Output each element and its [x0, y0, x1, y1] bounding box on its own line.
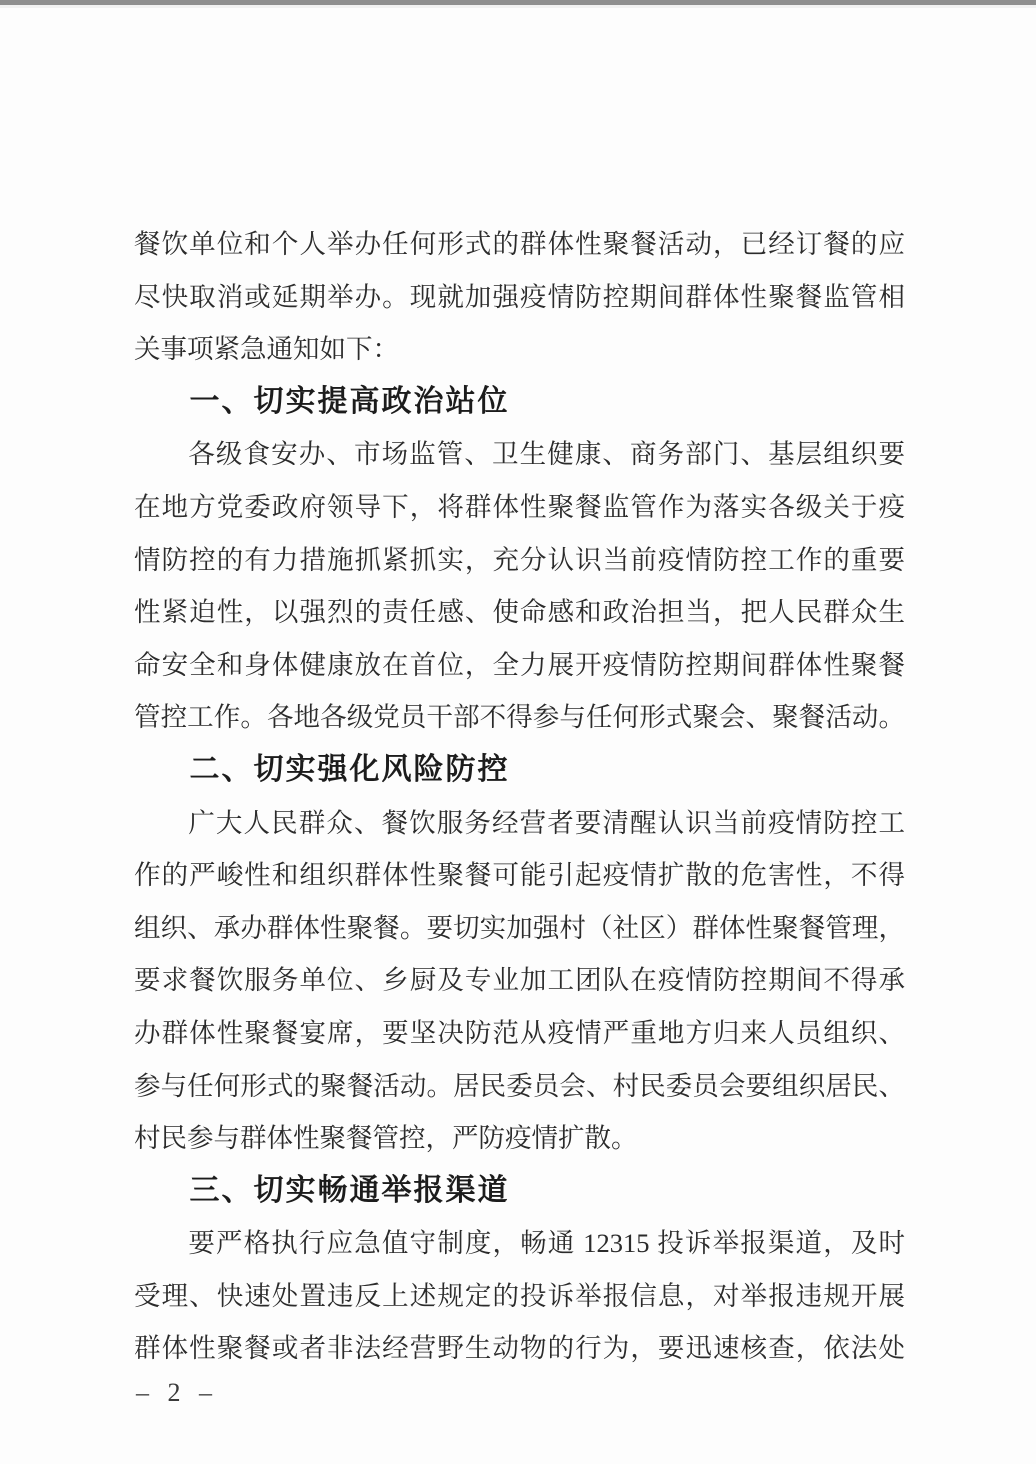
document-text-block [134, 218, 905, 1375]
body-line: 在地方党委政府领导下，将群体性聚餐监管作为落实各级关于疫 [134, 491, 905, 522]
body-line: 命安全和身体健康放在首位，全力展开疫情防控期间群体性聚餐 [134, 649, 905, 680]
section-heading-3: 三、切实畅通举报渠道 [189, 1173, 510, 1207]
body-line: 餐饮单位和个人举办任何形式的群体性聚餐活动，已经订餐的应 [134, 229, 905, 259]
body-line: 广大人民群众、餐饮服务经营者要清醒认识当前疫情防控工 [188, 807, 905, 838]
body-line: 情防控的有力措施抓紧抓实，充分认识当前疫情防控工作的重要 [134, 544, 905, 575]
body-line: 性紧迫性，以强烈的责任感、使命感和政治担当，把人民群众生 [134, 597, 905, 628]
body-line: 组织、承办群体性聚餐。要切实加强村（社区）群体性聚餐管理， [134, 912, 905, 943]
body-line: 群体性聚餐或者非法经营野生动物的行为，要迅速核查，依法处 [134, 1333, 905, 1364]
body-line: 受理、快速处置违反上述规定的投诉举报信息，对举报违规开展 [134, 1280, 905, 1311]
page-number: – 2 – [136, 1378, 218, 1407]
section-heading-1: 一、切实提高政治站位 [189, 384, 510, 418]
body-line: 尽快取消或延期举办。现就加强疫情防控期间群体性聚餐监管相 [134, 281, 905, 312]
scan-edge-top-shadow [0, 5, 1036, 8]
body-line: 要严格执行应急值守制度，畅通 12315 投诉举报渠道，及时 [188, 1228, 905, 1259]
section-heading-2: 二、切实强化风险防控 [189, 752, 510, 786]
body-line: 参与任何形式的聚餐活动。居民委员会、村民委员会要组织居民、 [134, 1070, 905, 1101]
body-line: 办群体性聚餐宴席，要坚决防范从疫情严重地方归来人员组织、 [134, 1017, 905, 1048]
body-line: 各级食安办、市场监管、卫生健康、商务部门、基层组织要 [188, 439, 905, 470]
body-line: 管控工作。各地各级党员干部不得参与任何形式聚会、聚餐活动。 [134, 702, 905, 733]
body-line: 要求餐饮服务单位、乡厨及专业加工团队在疫情防控期间不得承 [134, 965, 905, 996]
body-line: 村民参与群体性聚餐管控，严防疫情扩散。 [134, 1123, 638, 1154]
body-line: 作的严峻性和组织群体性聚餐可能引起疫情扩散的危害性，不得 [134, 860, 905, 891]
body-line: 关事项紧急通知如下： [134, 334, 399, 365]
